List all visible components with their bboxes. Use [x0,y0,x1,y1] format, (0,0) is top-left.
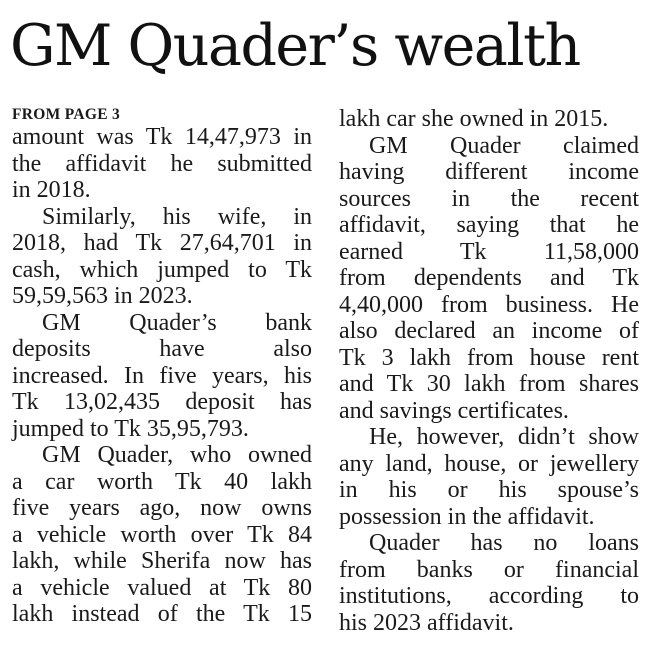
text-line: increased. In five years, his [12,362,312,389]
text-line: 2018, had Tk 27,64,701 in [12,230,312,256]
text-line: He, however, didn’t show [369,424,639,450]
text-line: having different income [339,159,639,185]
article-column-right [339,106,639,636]
kicker-from-page: FROM PAGE 3 [12,106,121,123]
paragraph-p2 [12,204,312,310]
text-line: and savings certificates. [339,397,569,424]
text-line: a vehicle valued at Tk 80 [12,574,312,601]
text-line: amount was Tk 14,47,973 in [12,124,312,150]
paragraph-p3 [12,310,312,443]
text-line: Tk 13,02,435 deposit has [12,389,312,415]
text-line: GM Quader claimed [369,132,639,159]
text-line: deposits have also [12,336,312,362]
text-line: institutions, according to [339,583,639,609]
paragraph-p1 [12,124,312,204]
text-line: earned Tk 11,58,000 [339,238,639,265]
text-line: Tk 3 lakh from house rent [339,344,639,371]
text-line: Similarly, his wife, in [42,203,312,230]
text-line: affidavit, saying that he [339,212,639,238]
headline: GM Quader’s wealth [10,13,580,79]
text-line: lakh car she owned in 2015. [339,106,609,132]
text-line: and Tk 30 lakh from shares [339,371,639,397]
left-column-body [12,124,312,628]
text-line: any land, house, or jewellery [339,450,639,477]
text-line: his 2023 affidavit. [339,609,514,636]
text-line: in 2018. [12,177,91,203]
text-line: also declared an income of [339,318,639,344]
paragraph-p5 [339,106,639,133]
text-line: lakh, while Sherifa now has [12,548,312,574]
right-column-body [339,106,639,636]
text-line: the affidavit he submitted [12,150,312,177]
text-line: in his or his spouse’s [339,477,639,503]
paragraph-p6 [339,133,639,425]
paragraph-p8 [339,530,639,636]
text-line: Quader has no loans [369,530,639,556]
article-column-left [12,106,312,628]
text-line: GM Quader, who owned [42,442,312,468]
text-line: 59,59,563 in 2023. [12,283,193,309]
paragraph-p7 [339,424,639,530]
text-line: a vehicle worth over Tk 84 [12,521,312,548]
text-line: from dependents and Tk [339,265,639,291]
text-line: cash, which jumped to Tk [12,256,312,283]
text-line: from banks or financial [339,556,639,583]
text-line: 4,40,000 from business. He [339,291,639,318]
text-line: five years ago, now owns [12,495,312,521]
text-line: possession in the affidavit. [339,503,595,530]
text-line: GM Quader’s bank [42,309,312,336]
text-line: sources in the recent [339,185,639,212]
text-line: lakh instead of the Tk 15 [12,601,312,627]
text-line: a car worth Tk 40 lakh [12,468,312,495]
text-line: jumped to Tk 35,95,793. [12,415,249,442]
paragraph-p4 [12,442,312,628]
